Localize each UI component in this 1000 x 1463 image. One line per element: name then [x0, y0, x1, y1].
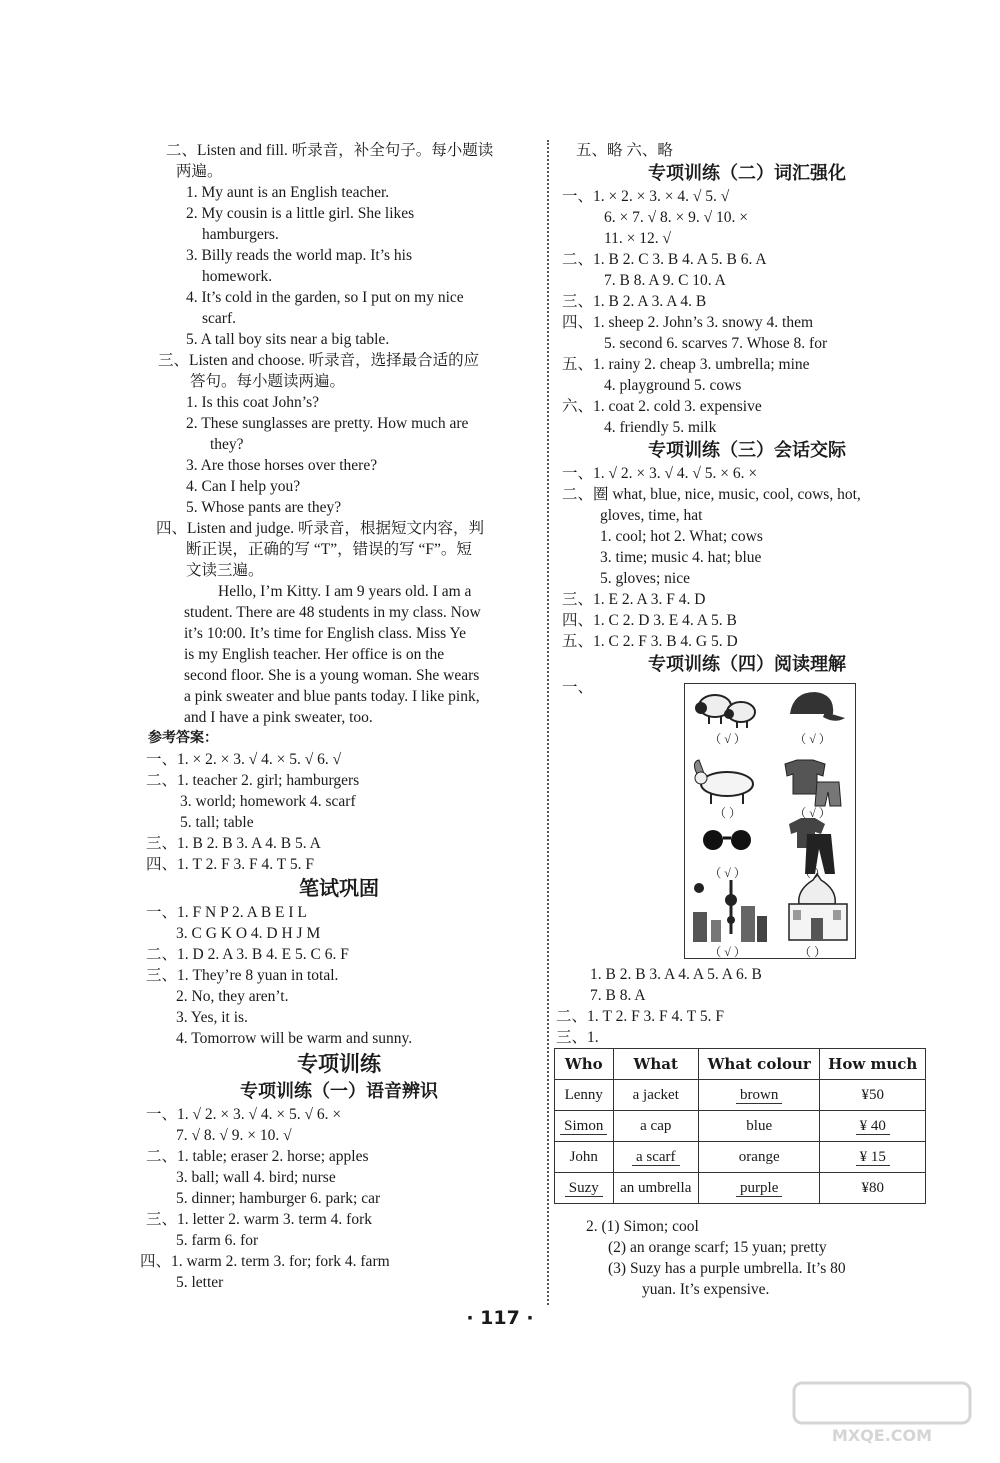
written-line: 二、1. D 2. A 3. B 4. E 5. C 6. F — [146, 946, 349, 963]
written-line: 4. Tomorrow will be warm and sunny. — [176, 1030, 413, 1047]
filled-answer: Suzy — [565, 1180, 603, 1197]
q3-heading-line: 三、Listen and choose. 听录音，选择最合适的应 — [158, 352, 480, 369]
sp1-line: 5. dinner; hamburger 6. park; car — [176, 1190, 381, 1207]
sp4-line: 三、1. — [556, 1029, 599, 1046]
table-row — [555, 1173, 926, 1204]
sp2-line: 一、1. × 2. × 3. × 4. √ 5. √ — [562, 188, 730, 205]
sp1-line: 三、1. letter 2. warm 3. term 4. fork — [146, 1211, 372, 1228]
sp1-line: 二、1. table; eraser 2. horse; apples — [146, 1148, 369, 1165]
picture-mark: （ ） — [798, 945, 826, 959]
sp3-line: 3. time; music 4. hat; blue — [600, 549, 762, 566]
picture-grid — [684, 683, 856, 959]
sp2-line: 4. friendly 5. milk — [604, 419, 717, 436]
sp2-line: 二、1. B 2. C 3. B 4. A 5. B 6. A — [562, 251, 767, 268]
passage-line: is my English teacher. Her office is on the — [184, 646, 445, 663]
sp2-line: 6. × 7. √ 8. × 9. √ 10. × — [604, 209, 748, 226]
table-row — [555, 1142, 926, 1173]
q2-item: 1. My aunt is an English teacher. — [186, 184, 390, 201]
q4-heading-line: 文读三遍。 — [186, 562, 264, 579]
table-cell — [820, 1111, 926, 1142]
sp3-line: gloves, time, hat — [600, 507, 703, 524]
sp3-line: 二、圈 what, blue, nice, music, cool, cows, hot, — [562, 486, 861, 503]
picture-mark: （ √ ） — [709, 945, 746, 959]
sp4-line: 7. B 8. A — [590, 987, 646, 1004]
reference-answers-title: 参考答案： — [148, 730, 218, 746]
right-column — [562, 140, 932, 698]
written-section-title: 笔试巩固 — [299, 876, 379, 900]
picture-illustrations — [685, 684, 855, 958]
sp1-line: 5. letter — [176, 1274, 224, 1291]
right-column-bottom — [562, 1216, 932, 1300]
ref-line: 二、1. teacher 2. girl; hamburgers — [146, 772, 360, 789]
passage-line: Hello, I’m Kitty. I am 9 years old. I am a — [218, 583, 472, 600]
written-line: 3. Yes, it is. — [176, 1009, 248, 1026]
picture-mark: （ √ ） — [794, 806, 831, 820]
filled-answer: a scarf — [632, 1149, 680, 1166]
sp1-line: 四、1. warm 2. term 3. for; fork 4. farm — [140, 1253, 390, 1270]
sp2-line: 5. second 6. scarves 7. Whose 8. for — [604, 335, 828, 352]
ref-line: 四、1. T 2. F 3. F 4. T 5. F — [146, 856, 314, 873]
written-line: 2. No, they aren’t. — [176, 988, 289, 1005]
q3-item: 1. Is this coat John’s? — [186, 394, 320, 411]
special-training-4-title: 专项训练（四）阅读理解 — [648, 654, 846, 675]
ref-line: 5. tall; table — [180, 814, 254, 831]
filled-answer: brown — [736, 1087, 782, 1104]
ref-line: 三、1. B 2. B 3. A 4. B 5. A — [146, 835, 321, 852]
sp2-line: 四、1. sheep 2. John’s 3. snowy 4. them — [562, 314, 814, 331]
passage-line: student. There are 48 students in my class. Now — [184, 604, 481, 621]
sunglasses-icon — [703, 830, 751, 850]
written-line: 一、1. F N P 2. A B E I L — [146, 904, 307, 921]
table-cell: a jacket — [613, 1080, 698, 1111]
q3-item: 2. These sunglasses are pretty. How much are — [186, 415, 469, 432]
picture-mark: （ ） — [798, 866, 826, 880]
sp3-line: 一、1. √ 2. × 3. √ 4. √ 5. × 6. × — [562, 465, 758, 482]
table-cell — [699, 1080, 820, 1111]
q2-item: 5. A tall boy sits near a big table. — [186, 331, 390, 348]
q3-item: 3. Are those horses over there? — [186, 457, 378, 474]
sp2-line: 7. B 8. A 9. C 10. A — [604, 272, 726, 289]
sp2-line: 五、1. rainy 2. cheap 3. umbrella; mine — [562, 356, 810, 373]
sp4-line: 1. B 2. B 3. A 4. A 5. A 6. B — [590, 966, 762, 983]
table-cell: John — [555, 1142, 614, 1173]
table-cell: a cap — [613, 1111, 698, 1142]
watermark-logo — [792, 1379, 972, 1449]
q2-heading-line: 二、Listen and fill. 听录音，补全句子。每小题读 — [166, 142, 494, 159]
table-cell: ¥50 — [820, 1080, 926, 1111]
filled-answer: ¥ 40 — [856, 1118, 890, 1135]
q3-heading-line: 答句。每小题读两遍。 — [190, 373, 346, 390]
table-cell: Lenny — [555, 1080, 614, 1111]
q2-item: scarf. — [202, 310, 236, 327]
q4-heading-line: 四、Listen and judge. 听录音，根据短文内容，判 — [156, 520, 485, 537]
table-cell — [555, 1111, 614, 1142]
q2-item: hamburgers. — [202, 226, 279, 243]
table-cell: blue — [699, 1111, 820, 1142]
table-cell — [613, 1142, 698, 1173]
sp1-line: 一、1. √ 2. × 3. √ 4. × 5. √ 6. × — [146, 1106, 342, 1123]
q2-item: 4. It’s cold in the garden, so I put on my nice — [186, 289, 464, 306]
table-cell — [555, 1173, 614, 1204]
q4-heading-line: 断正误，正确的写 “T”，错误的写 “F”。短 — [186, 541, 472, 558]
special-training-3-title: 专项训练（三）会话交际 — [648, 440, 846, 461]
table-header: How much — [820, 1049, 926, 1080]
omitted-line: 五、略 六、略 — [576, 142, 673, 159]
left-column — [140, 140, 532, 1293]
q3-item: they? — [210, 436, 244, 453]
table-cell: ¥80 — [820, 1173, 926, 1204]
table-row — [555, 1111, 926, 1142]
table-cell: orange — [699, 1142, 820, 1173]
city-skyline-icon — [693, 880, 767, 942]
special-training-2-title: 专项训练（二）词汇强化 — [648, 163, 846, 184]
written-line: 3. C G K O 4. D H J M — [176, 925, 321, 942]
q3-item: 5. Whose pants are they? — [186, 499, 342, 516]
table-header: Who — [555, 1049, 614, 1080]
cap-icon — [790, 692, 845, 721]
sweater-icon — [785, 760, 841, 806]
picture-mark: （ √ ） — [709, 866, 746, 880]
sp1-line: 3. ball; wall 4. bird; nurse — [176, 1169, 336, 1186]
ref-line: 3. world; homework 4. scarf — [180, 793, 356, 810]
picture-mark: （ √ ） — [794, 732, 831, 746]
q2-item: 2. My cousin is a little girl. She likes — [186, 205, 415, 222]
q2-item: homework. — [202, 268, 273, 285]
filled-answer: purple — [736, 1180, 782, 1197]
sp2-line: 4. playground 5. cows — [604, 377, 742, 394]
sp4-line: 二、1. T 2. F 3. F 4. T 5. F — [556, 1008, 724, 1025]
q2-item: 3. Billy reads the world map. It’s his — [186, 247, 413, 264]
picture-mark: （ √ ） — [709, 732, 746, 746]
sp3-line: 五、1. C 2. F 3. B 4. G 5. D — [562, 633, 738, 650]
watermark-icon — [792, 1379, 972, 1449]
column-divider — [547, 140, 549, 1305]
table-header: What — [613, 1049, 698, 1080]
table-header-row — [555, 1049, 926, 1080]
passage-line: a pink sweater and blue pants today. I like pink, — [184, 688, 480, 705]
sp3-line: 1. cool; hot 2. What; cows — [600, 528, 763, 545]
after-table-line: (3) Suzy has a purple umbrella. It’s 80 — [608, 1260, 846, 1277]
table-cell — [820, 1142, 926, 1173]
after-table-line: (2) an orange scarf; 15 yuan; pretty — [608, 1239, 827, 1256]
sp4-label: 一、 — [562, 679, 594, 696]
ref-line: 一、1. × 2. × 3. √ 4. × 5. √ 6. √ — [146, 751, 342, 768]
special-training-1-title: 专项训练（一）语音辨识 — [240, 1081, 438, 1102]
sp2-line: 11. × 12. √ — [604, 230, 672, 247]
sp3-line: 5. gloves; nice — [600, 570, 690, 587]
filled-answer: ¥ 15 — [856, 1149, 890, 1166]
q3-item: 4. Can I help you? — [186, 478, 301, 495]
table-cell — [699, 1173, 820, 1204]
sp2-line: 三、1. B 2. A 3. A 4. B — [562, 293, 707, 310]
passage-line: it’s 10:00. It’s time for English class. Miss Ye — [184, 625, 467, 642]
after-table-line: yuan. It’s expensive. — [642, 1281, 770, 1298]
written-line: 三、1. They’re 8 yuan in total. — [146, 967, 339, 984]
filled-answer: Simon — [560, 1118, 607, 1135]
page-number: · 117 · — [466, 1307, 534, 1329]
picture-mark: （ ） — [713, 806, 741, 820]
special-training-title: 专项训练 — [297, 1052, 381, 1076]
sp2-line: 六、1. coat 2. cold 3. expensive — [562, 398, 762, 415]
sp1-line: 5. farm 6. for — [176, 1232, 259, 1249]
passage-line: and I have a pink sweater, too. — [184, 709, 373, 726]
after-table-line: 2. (1) Simon; cool — [586, 1218, 699, 1235]
building-icon — [789, 874, 847, 940]
sheep-icon — [695, 695, 755, 728]
q2-heading-line: 两遍。 — [176, 163, 223, 180]
sp3-line: 四、1. C 2. D 3. E 4. A 5. B — [562, 612, 737, 629]
sp1-line: 7. √ 8. √ 9. × 10. √ — [176, 1127, 292, 1144]
table-cell: an umbrella — [613, 1173, 698, 1204]
table-header: What colour — [699, 1049, 820, 1080]
goat-icon — [694, 760, 753, 804]
table-row — [555, 1080, 926, 1111]
sp3-line: 三、1. E 2. A 3. F 4. D — [562, 591, 706, 608]
svg-text:MXQE.COM: MXQE.COM — [831, 1426, 933, 1445]
right-column-lower — [556, 964, 932, 1048]
passage-line: second floor. She is a young woman. She wears — [184, 667, 480, 684]
answer-table — [554, 1048, 926, 1204]
